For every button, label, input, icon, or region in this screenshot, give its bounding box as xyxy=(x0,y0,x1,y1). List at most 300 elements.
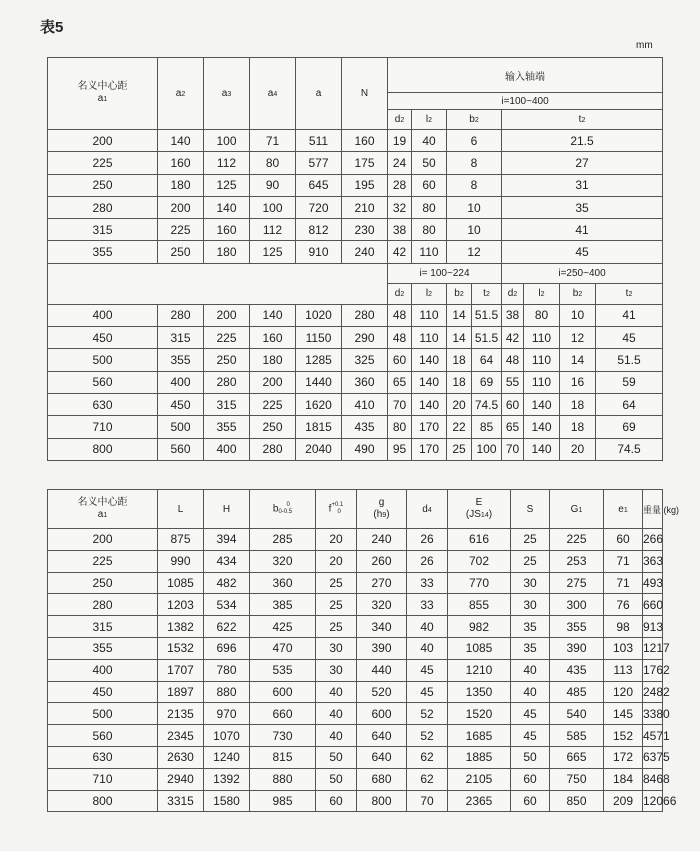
table-cell: 170 xyxy=(412,416,447,438)
d4-sub: 4 xyxy=(427,506,432,514)
table-cell: 280 xyxy=(48,196,158,218)
table-cell: 485 xyxy=(550,681,604,703)
table-cell: 875 xyxy=(158,529,204,551)
table-cell: 225 xyxy=(550,529,604,551)
table-cell: 913 xyxy=(643,616,663,638)
table-cell: 355 xyxy=(550,616,604,638)
table-cell: 40 xyxy=(511,681,550,703)
b0-sup: 0 xyxy=(286,502,290,508)
table-cell: 24 xyxy=(388,152,412,174)
table-cell: 113 xyxy=(604,659,643,681)
shaft-col-bottom-0 xyxy=(388,283,412,304)
table-cell: 210 xyxy=(342,196,388,218)
table-cell: 770 xyxy=(448,572,511,594)
shaft-col-bottom-3-sym: t xyxy=(483,288,486,300)
table-cell: 30 xyxy=(511,572,550,594)
table-cell: 4571 xyxy=(643,725,663,747)
table-cell: 1350 xyxy=(448,681,511,703)
table-cell: 400 xyxy=(204,438,250,460)
table-cell: 110 xyxy=(412,304,447,326)
table-cell: 1382 xyxy=(158,616,204,638)
table-cell: 540 xyxy=(550,703,604,725)
table-cell: 355 xyxy=(158,349,204,371)
col-header-4 xyxy=(342,58,388,130)
table-cell: 80 xyxy=(412,196,447,218)
table-cell: 80 xyxy=(388,416,412,438)
table-cell: 2365 xyxy=(448,790,511,812)
table-cell: 180 xyxy=(250,349,296,371)
table-cell: 285 xyxy=(250,529,316,551)
f-tol xyxy=(328,502,344,516)
table-cell: 20 xyxy=(447,393,472,415)
shaft-col-top-1 xyxy=(412,110,447,130)
table-cell: 2345 xyxy=(158,725,204,747)
table-cell: 18 xyxy=(447,371,472,393)
table-cell: 780 xyxy=(204,659,250,681)
table-cell: 103 xyxy=(604,637,643,659)
table-cell: 40 xyxy=(511,659,550,681)
table-cell: 400 xyxy=(158,371,204,393)
table-cell: 250 xyxy=(48,572,158,594)
table-cell: 225 xyxy=(158,219,204,241)
table-cell: 112 xyxy=(250,219,296,241)
col-header-3-sym: a xyxy=(315,88,322,99)
table-cell: 70 xyxy=(407,790,448,812)
table-cell: 1440 xyxy=(296,371,342,393)
table-cell: 200 xyxy=(158,196,204,218)
table-cell: 140 xyxy=(524,438,560,460)
table-cell: 1085 xyxy=(448,637,511,659)
table-cell: 250 xyxy=(158,241,204,263)
table-cell: 616 xyxy=(448,529,511,551)
table-cell: 14 xyxy=(447,327,472,349)
table-cell: 40 xyxy=(316,681,357,703)
table-cell: 1580 xyxy=(204,790,250,812)
table-cell: 40 xyxy=(407,616,448,638)
table-cell: 315 xyxy=(48,219,158,241)
table-cell: 76 xyxy=(604,594,643,616)
col-header-0 xyxy=(158,58,204,130)
table-row xyxy=(48,130,663,152)
table-cell: 511 xyxy=(296,130,342,152)
table-cell: 51.5 xyxy=(596,349,663,371)
table-cell: 2105 xyxy=(448,768,511,790)
table-cell: 140 xyxy=(412,371,447,393)
table-cell: 70 xyxy=(388,393,412,415)
col-header-0-sub: 2 xyxy=(181,91,186,98)
table-cell: 585 xyxy=(550,725,604,747)
f-header xyxy=(316,490,357,529)
table-cell: 18 xyxy=(560,393,596,415)
table-cell: 400 xyxy=(48,659,158,681)
G1-sub: 1 xyxy=(578,506,583,514)
table-cell: 35 xyxy=(511,637,550,659)
table-cell: 910 xyxy=(296,241,342,263)
table-cell: 45 xyxy=(407,681,448,703)
table-cell: 100 xyxy=(472,438,502,460)
E-tol xyxy=(448,509,510,522)
table-cell: 70 xyxy=(502,438,524,460)
table-cell: 410 xyxy=(342,393,388,415)
a1-header xyxy=(48,58,158,130)
table-cell: 2940 xyxy=(158,768,204,790)
table-cell: 355 xyxy=(48,241,158,263)
a1-sym-2: a xyxy=(97,508,104,520)
table-cell: 50 xyxy=(316,746,357,768)
shaft-col-top-3 xyxy=(502,110,663,130)
table-cell: 42 xyxy=(502,327,524,349)
shaft-col-bottom-2-sym: b xyxy=(454,288,460,300)
table-row xyxy=(48,594,663,616)
table-cell: 390 xyxy=(550,637,604,659)
table-row xyxy=(48,550,663,572)
shaft-col-bottom-5 xyxy=(524,283,560,304)
table-cell: 125 xyxy=(250,241,296,263)
table-cell: 1240 xyxy=(204,746,250,768)
table-cell: 40 xyxy=(407,637,448,659)
table-cell: 33 xyxy=(407,594,448,616)
table-cell: 696 xyxy=(204,637,250,659)
table-cell: 600 xyxy=(357,703,407,725)
table1-ratio-split-row xyxy=(48,263,663,283)
table-cell: 14 xyxy=(447,304,472,326)
col-header-1-sub: 3 xyxy=(227,91,232,98)
table-cell: 140 xyxy=(412,349,447,371)
table-cell: 110 xyxy=(412,241,447,263)
table-cell: 140 xyxy=(204,196,250,218)
table-cell: 71 xyxy=(250,130,296,152)
table-cell: 10 xyxy=(447,196,502,218)
table-cell: 710 xyxy=(48,768,158,790)
table-cell: 490 xyxy=(342,438,388,460)
shaft-col-bottom-4-sub: 2 xyxy=(513,291,518,299)
blank-cell xyxy=(48,263,388,304)
table-cell: 41 xyxy=(502,219,663,241)
table-cell: 60 xyxy=(604,529,643,551)
table-cell: 65 xyxy=(502,416,524,438)
table-cell: 1070 xyxy=(204,725,250,747)
table-cell: 1815 xyxy=(296,416,342,438)
table-cell: 20 xyxy=(560,438,596,460)
g-tol-open: (h xyxy=(373,508,383,520)
table-cell: 45 xyxy=(511,703,550,725)
table-cell: 95 xyxy=(388,438,412,460)
f-sup: +0.1 xyxy=(331,502,344,508)
table-row xyxy=(48,703,663,725)
table-cell: 120 xyxy=(604,681,643,703)
table-cell: 10 xyxy=(447,219,502,241)
table-cell: 60 xyxy=(502,393,524,415)
table-cell: 710 xyxy=(48,416,158,438)
E-tol-close: ) xyxy=(488,508,493,520)
table-cell: 2482 xyxy=(643,681,663,703)
shaft-col-top-1-sub: 2 xyxy=(428,117,433,124)
table-cell: 184 xyxy=(604,768,643,790)
table-cell: 30 xyxy=(511,594,550,616)
table-cell: 64 xyxy=(596,393,663,415)
table-cell: 340 xyxy=(357,616,407,638)
table-cell: 880 xyxy=(204,681,250,703)
table-cell: 8 xyxy=(447,174,502,196)
table-cell: 450 xyxy=(158,393,204,415)
table-cell: 48 xyxy=(502,349,524,371)
table-cell: 535 xyxy=(250,659,316,681)
table-cell: 250 xyxy=(48,174,158,196)
table-row xyxy=(48,790,663,812)
table-cell: 320 xyxy=(250,550,316,572)
table-cell: 630 xyxy=(48,393,158,415)
shaft-col-bottom-2-sub: 2 xyxy=(459,291,464,299)
table-cell: 225 xyxy=(204,327,250,349)
table-cell: 400 xyxy=(48,304,158,326)
table-cell: 10 xyxy=(560,304,596,326)
table-cell: 25 xyxy=(316,594,357,616)
table-cell: 62 xyxy=(407,746,448,768)
table-cell: 125 xyxy=(204,174,250,196)
col-header-1 xyxy=(204,58,250,130)
table-cell: 41 xyxy=(596,304,663,326)
g-tol-sub: 9 xyxy=(382,511,387,519)
table-cell: 25 xyxy=(511,550,550,572)
table-row xyxy=(48,529,663,551)
table-cell: 74.5 xyxy=(596,438,663,460)
table-row xyxy=(48,616,663,638)
shaft-col-top-2-sub: 2 xyxy=(474,117,479,124)
table-row xyxy=(48,196,663,218)
a1-sub: 1 xyxy=(103,96,108,103)
table-cell: 14 xyxy=(560,349,596,371)
g-header xyxy=(357,490,407,529)
table-cell: 640 xyxy=(357,746,407,768)
table-cell: 240 xyxy=(357,529,407,551)
G1-sym: G xyxy=(570,503,579,515)
table-cell: 51.5 xyxy=(472,327,502,349)
table-cell: 71 xyxy=(604,572,643,594)
table-cell: 280 xyxy=(204,371,250,393)
table-cell: 60 xyxy=(511,790,550,812)
shaft-col-bottom-2 xyxy=(447,283,472,304)
table-cell: 450 xyxy=(48,327,158,349)
table-cell: 60 xyxy=(511,768,550,790)
table-cell: 160 xyxy=(250,327,296,349)
table-row xyxy=(48,327,663,349)
table-cell: 51.5 xyxy=(472,304,502,326)
table-cell: 720 xyxy=(296,196,342,218)
ratio-left: i= 100~224 xyxy=(388,263,502,283)
table-cell: 20 xyxy=(316,550,357,572)
table-cell: 315 xyxy=(204,393,250,415)
table-cell: 1285 xyxy=(296,349,342,371)
table-cell: 1520 xyxy=(448,703,511,725)
table-cell: 1203 xyxy=(158,594,204,616)
shaft-col-bottom-3-sub: 2 xyxy=(485,291,490,299)
shaft-col-bottom-1 xyxy=(412,283,447,304)
table-row xyxy=(48,349,663,371)
table-cell: 435 xyxy=(342,416,388,438)
e1-sym: e xyxy=(618,503,624,515)
table-cell: 35 xyxy=(511,616,550,638)
table-cell: 180 xyxy=(204,241,250,263)
table-row xyxy=(48,304,663,326)
table-cell: 52 xyxy=(407,703,448,725)
table-row xyxy=(48,152,663,174)
table-cell: 493 xyxy=(643,572,663,594)
weight-header: 重量 (kg) xyxy=(643,490,663,529)
table-cell: 355 xyxy=(48,637,158,659)
table-cell: 55 xyxy=(502,371,524,393)
dimension-table-2 xyxy=(47,489,680,812)
table-cell: 172 xyxy=(604,746,643,768)
table-cell: 534 xyxy=(204,594,250,616)
a1-symbol-2 xyxy=(48,509,157,522)
table-cell: 112 xyxy=(204,152,250,174)
g-tol xyxy=(357,509,406,522)
table-cell: 209 xyxy=(604,790,643,812)
g-tol-close: ) xyxy=(386,508,390,520)
table-cell: 280 xyxy=(158,304,204,326)
shaft-col-bottom-0-sub: 2 xyxy=(400,291,405,299)
table-cell: 59 xyxy=(596,371,663,393)
table-row xyxy=(48,174,663,196)
b0-sub: 0-0.5 xyxy=(278,509,293,515)
table-cell: 50 xyxy=(316,768,357,790)
table-cell: 100 xyxy=(250,196,296,218)
table-cell: 200 xyxy=(250,371,296,393)
input-shaft-header: 输入轴端 xyxy=(388,58,663,93)
table-cell: 16 xyxy=(560,371,596,393)
table-cell: 20 xyxy=(316,529,357,551)
table-cell: 160 xyxy=(342,130,388,152)
table-cell: 280 xyxy=(250,438,296,460)
table-row xyxy=(48,438,663,460)
table-cell: 140 xyxy=(158,130,204,152)
table-cell: 98 xyxy=(604,616,643,638)
table-cell: 45 xyxy=(511,725,550,747)
table-cell: 45 xyxy=(407,659,448,681)
shaft-col-bottom-4-sym: d xyxy=(507,288,514,300)
shaft-col-top-0-sym: d xyxy=(394,114,401,125)
table-cell: 750 xyxy=(550,768,604,790)
table-cell: 27 xyxy=(502,152,663,174)
table-cell: 240 xyxy=(342,241,388,263)
table-cell: 280 xyxy=(48,594,158,616)
table-cell: 622 xyxy=(204,616,250,638)
table-cell: 325 xyxy=(342,349,388,371)
shaft-col-bottom-1-sub: 2 xyxy=(428,291,433,299)
table-cell: 160 xyxy=(204,219,250,241)
table-cell: 140 xyxy=(412,393,447,415)
table-cell: 270 xyxy=(357,572,407,594)
table-cell: 850 xyxy=(550,790,604,812)
table-cell: 8 xyxy=(447,152,502,174)
shaft-col-bottom-4 xyxy=(502,283,524,304)
table-cell: 640 xyxy=(357,725,407,747)
table-cell: 69 xyxy=(596,416,663,438)
table-cell: 25 xyxy=(511,529,550,551)
unit-label: mm xyxy=(636,40,653,51)
E-sym: E xyxy=(475,496,483,508)
shaft-col-bottom-5-sub: 2 xyxy=(540,291,545,299)
col-header-0-sym: a xyxy=(175,88,182,99)
table-cell: 1532 xyxy=(158,637,204,659)
table-cell: 69 xyxy=(472,371,502,393)
shaft-col-bottom-7-sym: t xyxy=(625,288,629,300)
table-cell: 30 xyxy=(316,637,357,659)
shaft-col-top-2 xyxy=(447,110,502,130)
table-cell: 880 xyxy=(250,768,316,790)
shaft-col-bottom-5-sym: l xyxy=(538,288,541,300)
table-cell: 600 xyxy=(250,681,316,703)
e1-sub: 1 xyxy=(623,506,628,514)
table-cell: 145 xyxy=(604,703,643,725)
table-cell: 1217 xyxy=(643,637,663,659)
b0-sym: b xyxy=(272,503,279,515)
shaft-col-bottom-7-sub: 2 xyxy=(628,291,633,299)
table-cell: 140 xyxy=(524,393,560,415)
table-cell: 390 xyxy=(357,637,407,659)
f-sym: f xyxy=(328,503,332,515)
e1-header xyxy=(604,490,643,529)
table-cell: 18 xyxy=(560,416,596,438)
table-cell: 320 xyxy=(357,594,407,616)
table-cell: 175 xyxy=(342,152,388,174)
table-cell: 434 xyxy=(204,550,250,572)
table-cell: 25 xyxy=(316,572,357,594)
table-cell: 440 xyxy=(357,659,407,681)
table-cell: 45 xyxy=(502,241,663,263)
table-cell: 280 xyxy=(342,304,388,326)
table-cell: 425 xyxy=(250,616,316,638)
table-cell: 80 xyxy=(412,219,447,241)
table-cell: 250 xyxy=(204,349,250,371)
table-cell: 435 xyxy=(550,659,604,681)
shaft-col-top-3-sym: t xyxy=(578,114,582,125)
table-cell: 45 xyxy=(596,327,663,349)
table-cell: 60 xyxy=(412,174,447,196)
table-cell: 290 xyxy=(342,327,388,349)
table-cell: 1885 xyxy=(448,746,511,768)
table-cell: 74.5 xyxy=(472,393,502,415)
L-header: L xyxy=(158,490,204,529)
table-cell: 62 xyxy=(407,768,448,790)
table-cell: 60 xyxy=(388,349,412,371)
table1-header-row xyxy=(48,58,663,93)
table-cell: 110 xyxy=(524,349,560,371)
a1-sym: a xyxy=(97,93,104,104)
table-cell: 1150 xyxy=(296,327,342,349)
f-sub: 0 xyxy=(337,509,341,515)
table-cell: 500 xyxy=(48,703,158,725)
table-cell: 60 xyxy=(316,790,357,812)
dimension-table-1 xyxy=(47,57,663,461)
a1-symbol xyxy=(48,93,157,106)
table-cell: 1897 xyxy=(158,681,204,703)
b0-header xyxy=(250,490,316,529)
table-caption: 表5 xyxy=(40,19,64,36)
table-cell: 660 xyxy=(643,594,663,616)
table-cell: 225 xyxy=(48,152,158,174)
table-cell: 812 xyxy=(296,219,342,241)
table-cell: 385 xyxy=(250,594,316,616)
shaft-col-bottom-3 xyxy=(472,283,502,304)
table-cell: 482 xyxy=(204,572,250,594)
table-cell: 225 xyxy=(250,393,296,415)
table-cell: 680 xyxy=(357,768,407,790)
table-cell: 22 xyxy=(447,416,472,438)
shaft-col-bottom-6 xyxy=(560,283,596,304)
table-cell: 2630 xyxy=(158,746,204,768)
table-cell: 275 xyxy=(550,572,604,594)
